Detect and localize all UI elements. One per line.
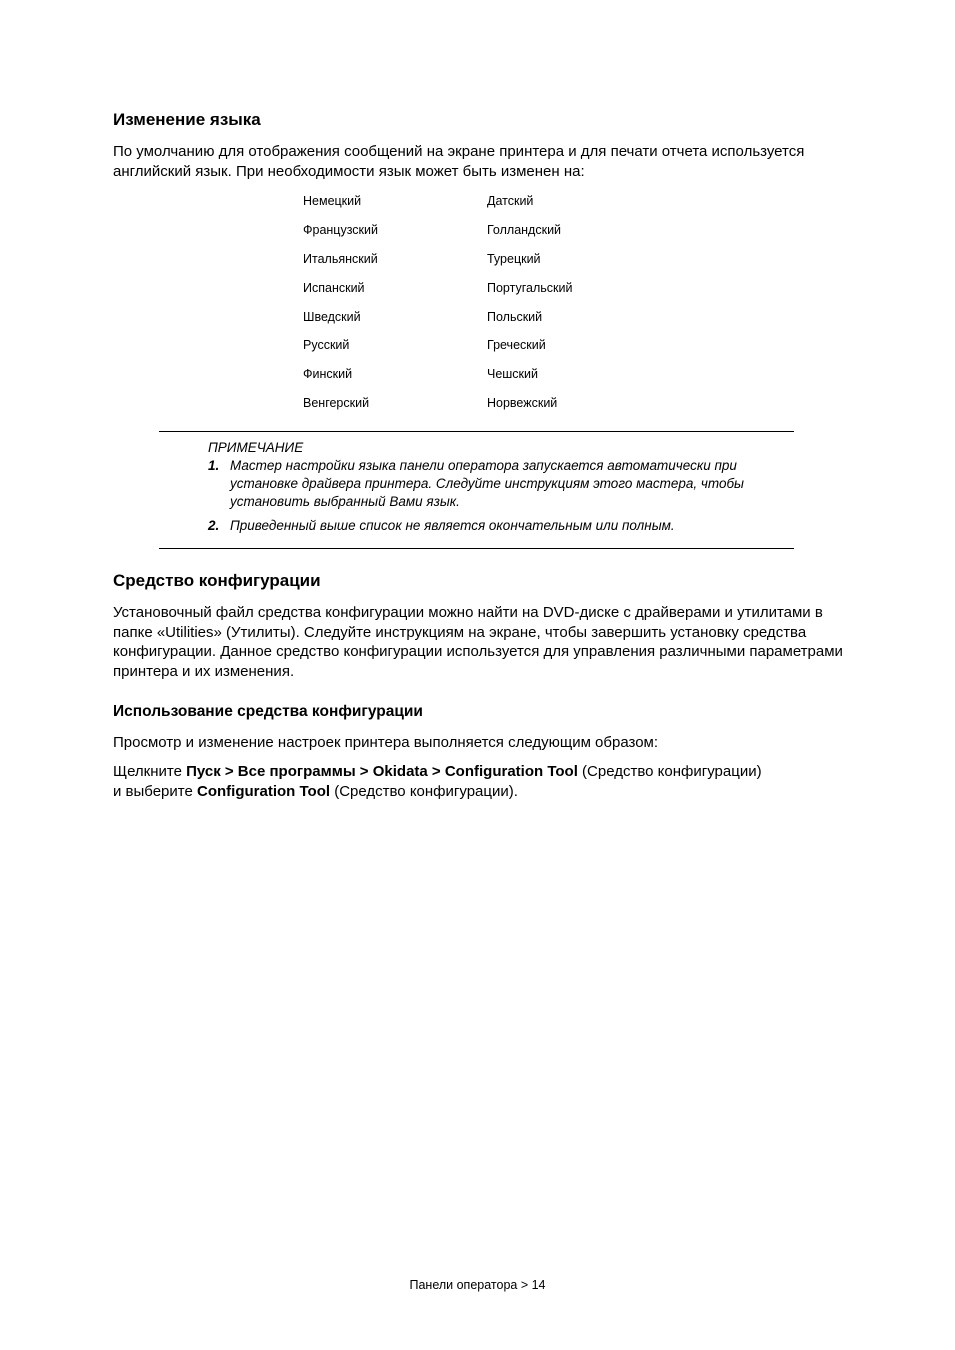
instruction-paragraph: [113, 762, 843, 801]
language-row: [303, 193, 671, 222]
language-item: Финский: [303, 367, 353, 382]
note-item-text: Приведенный выше список не является окончательным или полным.: [230, 518, 675, 533]
language-item: Шведский: [303, 309, 361, 324]
language-item: Немецкий: [303, 194, 362, 208]
config-tool-paragraph: Установочный файл средства конфигурации можно найти на DVD-диске с драйверами и утилитами в папке «Utilities» (Утилиты). Следуйте инструкциям на экране, чтобы завершить установку средства конфигурации. Данное средство конфигурации используется для управления различными параметрами принтера и их изменения.: [113, 604, 843, 680]
language-item: Французский: [303, 222, 378, 237]
language-item: Чешский: [487, 367, 538, 382]
instruction-text: (Средство конфигурации): [577, 763, 762, 780]
language-item: Португальский: [487, 280, 573, 295]
note-title: ПРИМЕЧАНИЕ: [208, 440, 304, 455]
language-item: Датский: [487, 194, 534, 208]
language-table: [303, 193, 671, 424]
note-item-number: 2.: [208, 518, 220, 533]
instruction-text: (Средство конфигурации).: [330, 782, 518, 800]
language-item: Итальянский: [303, 251, 378, 266]
menu-item-name: Configuration Tool: [197, 782, 331, 800]
section-heading-language: Изменение языка: [113, 110, 261, 129]
language-item: Греческий: [487, 338, 546, 353]
instruction-text: и выберите: [113, 782, 197, 800]
language-item: Польский: [487, 309, 543, 324]
note-top-divider: [159, 431, 794, 432]
using-config-tool-paragraph: Просмотр и изменение настроек принтера выполняется следующим образом:: [113, 734, 659, 751]
language-row: [303, 222, 671, 251]
menu-path: Пуск > Все программы > Okidata > Configuration Tool: [186, 763, 578, 780]
language-row: [303, 366, 671, 395]
note-bottom-divider: [159, 548, 794, 549]
language-row: [303, 280, 671, 309]
language-row: [303, 309, 671, 338]
language-intro-paragraph: По умолчанию для отображения сообщений на экране принтера и для печати отчета используется английский язык. При необходимости язык может быть изменен на:: [113, 143, 805, 180]
language-row: [303, 395, 671, 424]
language-row: [303, 337, 671, 366]
note-item-number: 1.: [208, 458, 220, 473]
language-item: Голландский: [487, 222, 562, 237]
language-item: Турецкий: [487, 251, 541, 266]
language-row: [303, 251, 671, 280]
language-item: Русский: [303, 338, 350, 353]
language-item: Норвежский: [487, 396, 558, 411]
language-item: Испанский: [303, 280, 365, 295]
note-item-text: Мастер настройки языка панели оператора запускается автоматически при установке драйвера принтера. Следуйте инструкциям этого мастера, чтобы установить выбранный Вами язык.: [230, 458, 744, 509]
section-heading-config-tool: Средство конфигурации: [113, 571, 321, 590]
page-footer: Панели оператора > 14: [409, 1278, 546, 1292]
note-item: [208, 517, 768, 535]
language-item: Венгерский: [303, 396, 370, 411]
instruction-text: Щелкните: [113, 763, 187, 780]
note-item: [208, 457, 768, 510]
section-heading-using-config-tool: Использование средства конфигурации: [113, 703, 423, 720]
